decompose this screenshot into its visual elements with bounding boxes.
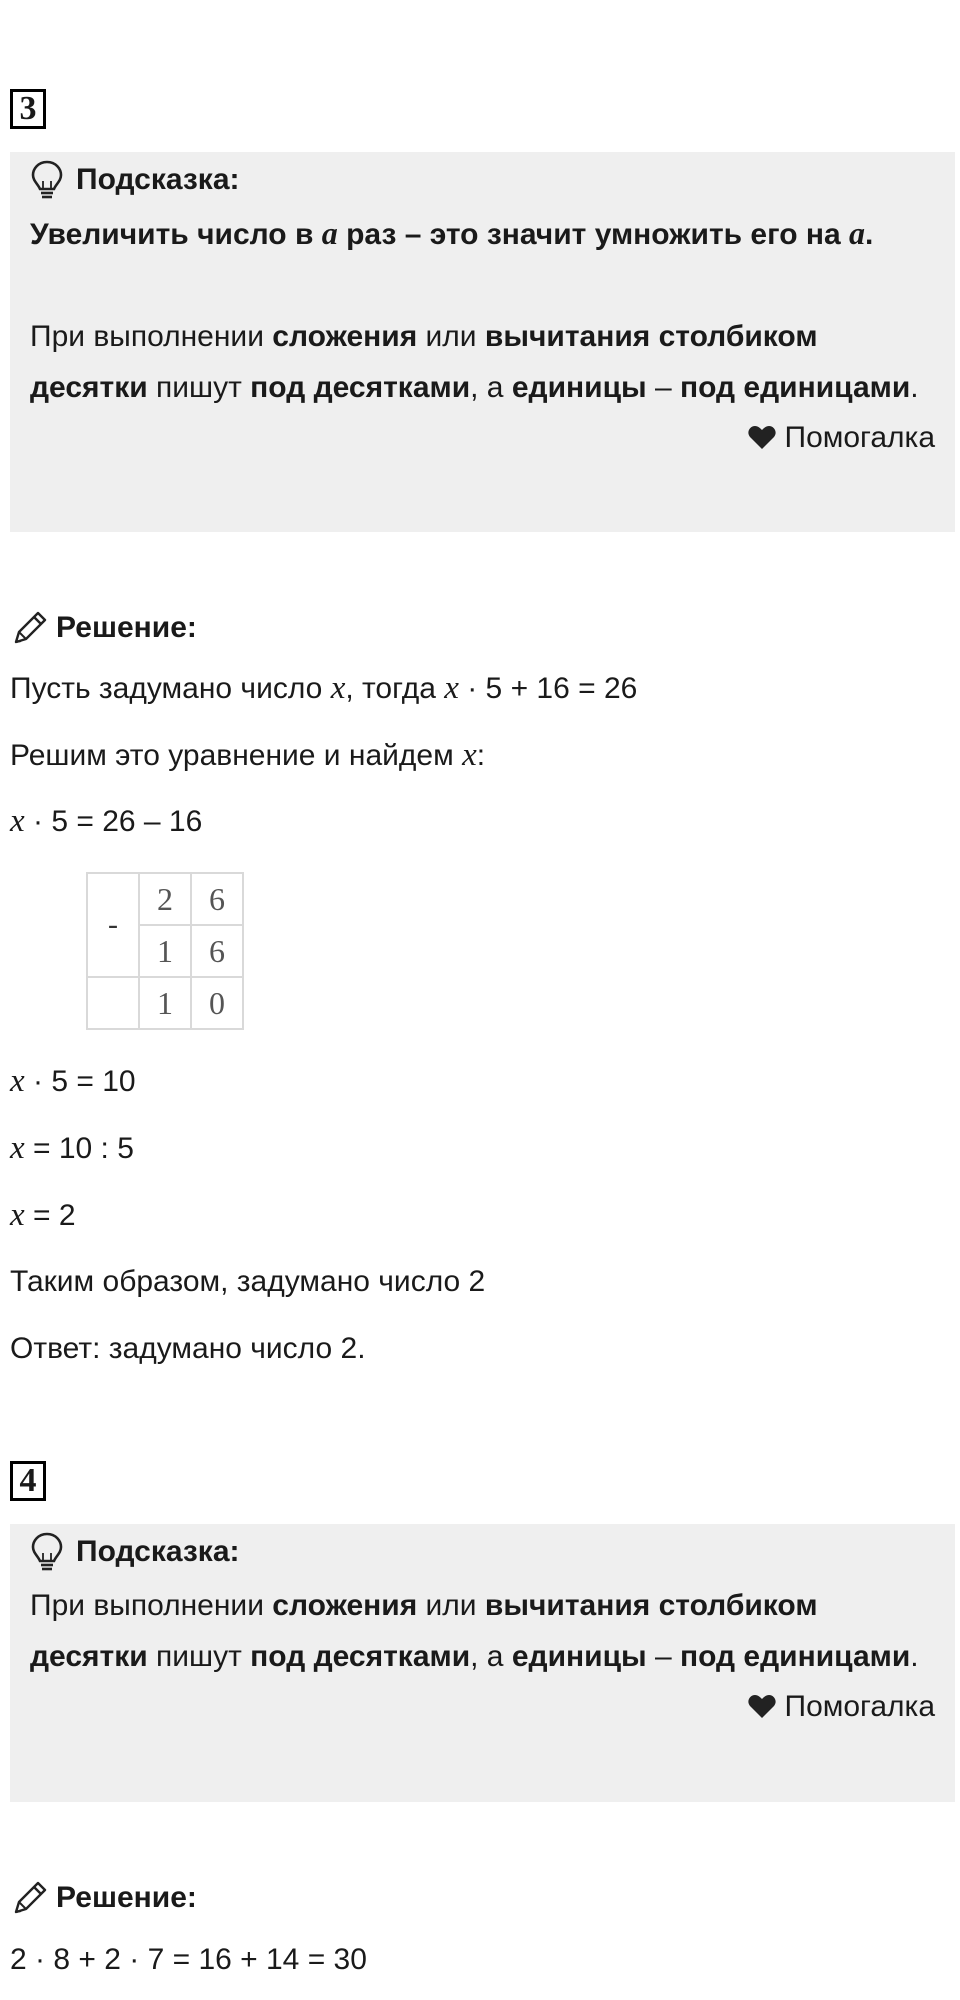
hint-text: При выполнении bbox=[30, 1589, 273, 1622]
text: : bbox=[476, 739, 486, 772]
credit-link[interactable] bbox=[30, 413, 935, 463]
hint-rule-text: раз – это значит умножить его на bbox=[337, 218, 849, 251]
column-subtraction bbox=[86, 872, 244, 1030]
result-digit-cell: 0 bbox=[191, 977, 243, 1029]
heart-icon bbox=[747, 425, 777, 451]
var-x: x bbox=[10, 1130, 25, 1166]
hint-text: . bbox=[910, 1640, 919, 1673]
hint-term: единицы bbox=[511, 1640, 647, 1673]
hint-term: под десятками bbox=[250, 371, 471, 404]
hint-header bbox=[30, 152, 935, 208]
var-x: x bbox=[10, 1063, 25, 1099]
hint-box-task3 bbox=[10, 152, 955, 532]
solution-line: 2 · 8 + 2 · 7 = 16 + 14 = 30 bbox=[10, 1943, 367, 1976]
digit-cell: 6 bbox=[191, 925, 243, 977]
solution-header-task3 bbox=[10, 603, 197, 653]
heart-icon bbox=[747, 1694, 777, 1720]
digit-cell: 1 bbox=[139, 925, 191, 977]
hint-text: , а bbox=[470, 371, 512, 404]
pencil-icon bbox=[10, 608, 50, 648]
hint-header bbox=[30, 1524, 935, 1580]
text: = 10 : 5 bbox=[24, 1132, 134, 1165]
solution-line: Таким образом, задумано число 2 bbox=[10, 1265, 486, 1298]
hint-term: под единицами bbox=[680, 1640, 911, 1673]
hint-rule-text: Увеличить число в bbox=[30, 218, 322, 251]
text: , тогда bbox=[345, 672, 445, 705]
credit-label: Помогалка bbox=[784, 421, 935, 454]
var-x: x bbox=[462, 737, 477, 773]
hint-text: или bbox=[417, 1589, 485, 1622]
digit-cell: 2 bbox=[139, 873, 191, 925]
credit-label: Помогалка bbox=[784, 1690, 935, 1723]
text: = 2 bbox=[24, 1199, 76, 1232]
hint-text: или bbox=[417, 320, 485, 353]
hint-text: – bbox=[646, 371, 680, 404]
var-a: a bbox=[321, 215, 338, 251]
hint-term: сложения bbox=[272, 320, 418, 353]
result-digit-cell: 1 bbox=[139, 977, 191, 1029]
hint-term: вычитания столбиком десятки bbox=[30, 320, 818, 404]
lightbulb-icon bbox=[30, 1531, 64, 1573]
hint-paragraph bbox=[30, 311, 935, 413]
pencil-icon bbox=[10, 1878, 50, 1918]
var-x: x bbox=[330, 670, 346, 706]
text: · 5 = 10 bbox=[24, 1065, 136, 1098]
task-number-4: 4 bbox=[10, 1461, 46, 1501]
hint-term: вычитания столбиком десятки bbox=[30, 1589, 818, 1673]
lightbulb-icon bbox=[30, 159, 64, 201]
credit-link[interactable] bbox=[30, 1682, 935, 1732]
empty-cell bbox=[87, 977, 139, 1029]
text: Решим это уравнение и найдем bbox=[10, 739, 463, 772]
solution-title: Решение: bbox=[56, 1881, 197, 1914]
solution-line bbox=[10, 1128, 134, 1169]
hint-rule bbox=[30, 208, 935, 260]
hint-term: под десятками bbox=[250, 1640, 471, 1673]
hint-title: Подсказка: bbox=[76, 1535, 240, 1568]
hint-term: под единицами bbox=[680, 371, 911, 404]
hint-text: . bbox=[910, 371, 919, 404]
hint-title: Подсказка: bbox=[76, 163, 240, 196]
hint-box-task4 bbox=[10, 1524, 955, 1802]
digit-cell: 6 bbox=[191, 873, 243, 925]
hint-text: , а bbox=[470, 1640, 512, 1673]
var-x: x bbox=[10, 1197, 25, 1233]
var-x: x bbox=[10, 803, 25, 839]
solution-title: Решение: bbox=[56, 611, 197, 644]
solution-header-task4 bbox=[10, 1873, 197, 1923]
hint-rule-text: . bbox=[865, 218, 874, 251]
solution-line bbox=[10, 1195, 76, 1236]
var-x: x bbox=[444, 670, 459, 706]
hint-text: пишут bbox=[147, 371, 251, 404]
solution-line bbox=[10, 801, 202, 842]
hint-text: пишут bbox=[147, 1640, 251, 1673]
solution-line bbox=[10, 1061, 136, 1102]
text: Пусть задумано число bbox=[10, 672, 331, 705]
hint-term: сложения bbox=[272, 1589, 418, 1622]
text: · 5 = 26 – 16 bbox=[24, 805, 203, 838]
operator-minus: - bbox=[87, 873, 139, 977]
solution-line bbox=[10, 735, 485, 776]
hint-text: При выполнении bbox=[30, 320, 273, 353]
var-a: a bbox=[849, 215, 865, 251]
hint-paragraph bbox=[30, 1580, 935, 1682]
hint-term: единицы bbox=[511, 371, 647, 404]
hint-text: – bbox=[646, 1640, 680, 1673]
task-number-3: 3 bbox=[10, 89, 46, 129]
text: · 5 + 16 = 26 bbox=[458, 672, 638, 705]
solution-line bbox=[10, 668, 637, 709]
answer-line: Ответ: задумано число 2. bbox=[10, 1332, 366, 1365]
